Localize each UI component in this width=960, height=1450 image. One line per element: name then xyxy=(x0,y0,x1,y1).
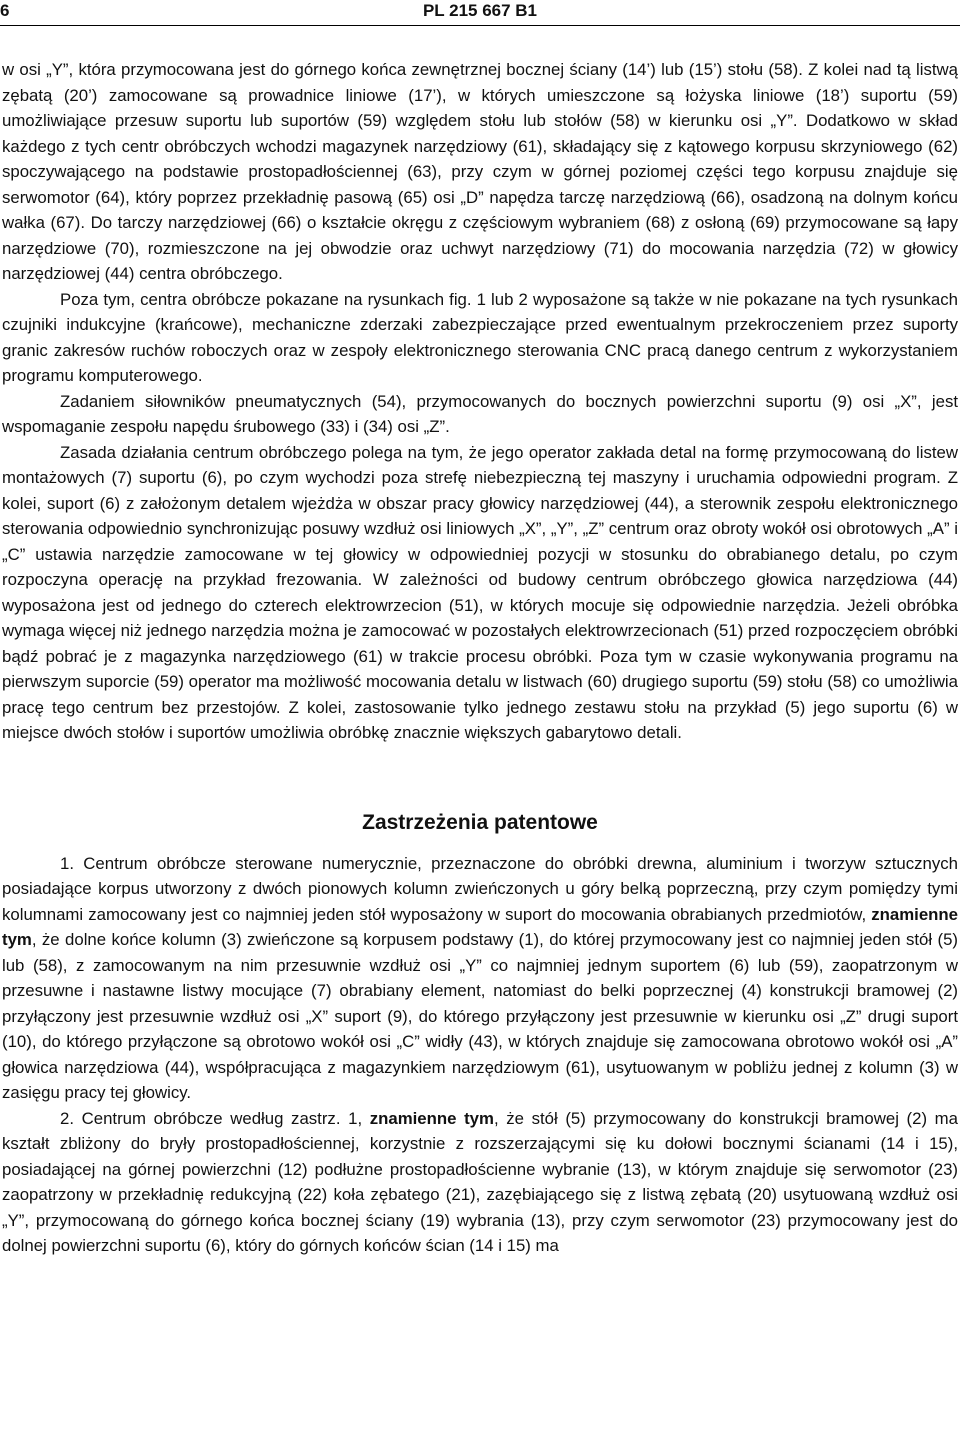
paragraph: Zasada działania centrum obróbczego polega na tym, że jego operator zakłada detal na formę przymocowaną do listew montażowych (7) suportu (6), po czym wychodzi poza strefę niebezpieczną tej maszyny i uruchamia odpowiedni program. Z kolei, suport (6) z założonym detalem wjeżdża w obszar pracy głowicy narzędziowej (44), a sterownik zespołu elektronicznego sterowania odpowiednio synchronizując posuwy wzdłuż osi liniowych „X”, „Y”, „Z” centrum oraz obroty wokół osi obrotowych „A” i „C” ustawia narzędzie zamocowane w tej głowicy w odpowiedniej pozycji w stosunku do obrabianego detalu, po czym rozpoczyna operację na przykład frezowania. W zależności od budowy centrum obróbczego głowica narzędziowa (44) wyposażona jest od jednego do czterech elektrowrzecion (51), w których mocuje się odpowiednie narzędzia. Jeżeli obróbka wymaga więcej niż jednego narzędzia można je zamocować w pozostałych elektrowrzecionach (51) przed rozpoczęciem obróbki bądź pobrać je z magazynka narzędziowego (61) w trakcie procesu obróbki. Poza tym w czasie wykonywania programu na pierwszym suporcie (59) operator ma możliwość mocowania detalu w listwach (60) drugiego suportu (59) stołu (58) co umożliwia pracę tego centrum bez przestojów. Z kolei, zastosowanie tylko jednego zestawu stołu na przykład (5) jego suportu (6) w miejsce dwóch stołów i suportów umożliwia obróbkę znacznie większych gabarytowo detali. xyxy=(2,442,958,742)
claim-text: 2. Centrum obróbcze według zastrz. 1, xyxy=(60,1108,370,1128)
patent-number: PL 215 667 B1 xyxy=(422,1,538,20)
claim-text: , że dolne końce kolumn (3) zwieńczone są korpusem podstawy (1), do której przymocowany jest co najmniej jeden stół (5) lub (58), z zamocowanym na nim przesuwnie wzdłuż osi „Y” co najmniej jednym suportem (6) lub (59), zaopatrzonym w przesuwne i nastawne listwy mocujące (7) obrabiany element, natomiast do belki poprzecznej (4) konstrukcji bramowej (2) przyłączony jest przesuwnie wzdłuż osi „X” suport (9), do którego przyłączony jest przesuwnie w kierunku osi „Z” drugi suport (10), do którego przyłączone są obrotowo wokół osi „C” widły (43), w których znajduje się zamocowana obrotowo wokół osi „A” głowica narzędziowa (44), współpracująca z magazynkiem narzędziowym (61), usytuowanym w pobliżu jednej z kolumn (3) w zasięgu pracy tej głowicy. xyxy=(2,930,958,1102)
claims-heading: Zastrzeżenia patentowe xyxy=(362,810,598,834)
paragraph: w osi „Y”, która przymocowana jest do górnego końca zewnętrznej bocznej ściany (14’) lub (15’) stołu (58). Z kolei nad tą listwą zębatą (20’) zamocowane są prowadnice liniowe (17’), w których umieszczone są łożyska liniowe (18’) suportu (59) umożliwiające przesuw suportu lub suportów (59) względem stołu lub stołów (58) w kierunku osi „Y”. Dodatkowo w skład każdego z tych centr obróbczych wchodzi magazynek narzędziowy (61), składający się z kątowego korpusu skrzyniowego (62) spoczywającego na podstawie prostopadłościennej (63), przy czym w górnej poziomej części tego korpusu znajduje się serwomotor (64), który poprzez przekładnię pasową (65) osi „D” napędza tarczę narzędziową (66), osadzoną na dolnym końcu wałka (67). Do tarczy narzędziowej (66) o kształcie okręgu z częściowym wybraniem (68) z osłoną (69) przymocowane są łapy narzędziowe (70), rozmieszczone na jej obwodzie oraz uchwyt narzędziowy (71) do mocowania narzędzia (72) w głowicy narzędziowej (44) centra obróbczego. xyxy=(2,60,958,283)
claim-text: , że stół (5) przymocowany do konstrukcji bramowej (2) ma kształt zbliżony do bryły prostopadłościennej, korzystnie z rozszerzającymi się ku dołowi bocznymi ścianami (14 i 15), posiadającej na górnej powierzchni (12) podłużne prostopadłościenne wybranie (13), w którym znajduje się serwomotor (23) zaopatrzony w przekładnię redukcyjną (22) koła zębatego (21), zazębiającego się z listwą zębatą (20) usytuowaną wzdłuż osi „Y”, przymocowaną do górnego końca bocznej ściany (19) wybrania (13), przy czym serwomotor (23) przymocowany jest do dolnej powierzchni suportu (6), który do górnych końców ścian (14 i 15) ma xyxy=(2,1108,958,1255)
claim-1 xyxy=(2,851,958,1106)
page-number: 6 xyxy=(0,1,10,20)
claim-keyword: znamienne tym xyxy=(369,1108,494,1128)
claim-keyword: znamienne tym xyxy=(2,904,958,949)
paragraph: Poza tym, centra obróbcze pokazane na rysunkach fig. 1 lub 2 wyposażone są także w nie pokazane na tych rysunkach czujniki indukcyjne (krańcowe), mechaniczne zderzaki zabezpieczające przed ewentualnym przekroczeniem przez suporty granic zakresów ruchów roboczych oraz w zespoły elektronicznego sterowania CNC pracą danego centrum z wykorzystaniem programu komputerowego. xyxy=(2,289,958,385)
header-divider xyxy=(0,25,960,26)
paragraph: Zadaniem siłowników pneumatycznych (54), przymocowanych do bocznych powierzchni suportu (9) osi „X”, jest wspomaganie zespołu napędu śrubowego (33) i (34) osi „Z”. xyxy=(2,391,958,436)
page-header xyxy=(0,0,960,22)
claim-2 xyxy=(2,1106,958,1259)
document-body xyxy=(2,57,958,1259)
claim-text: 1. Centrum obróbcze sterowane numerycznie, przeznaczone do obróbki drewna, aluminium i tworzyw sztucznych posiadające korpus utworzony z dwóch pionowych kolumn zwieńczonych u góry belką poprzeczną, przy czym pomiędzy tymi kolumnami zamocowany jest co najmniej jeden stół wyposażony w suport do mocowania obrabianych przedmiotów, xyxy=(2,853,958,924)
